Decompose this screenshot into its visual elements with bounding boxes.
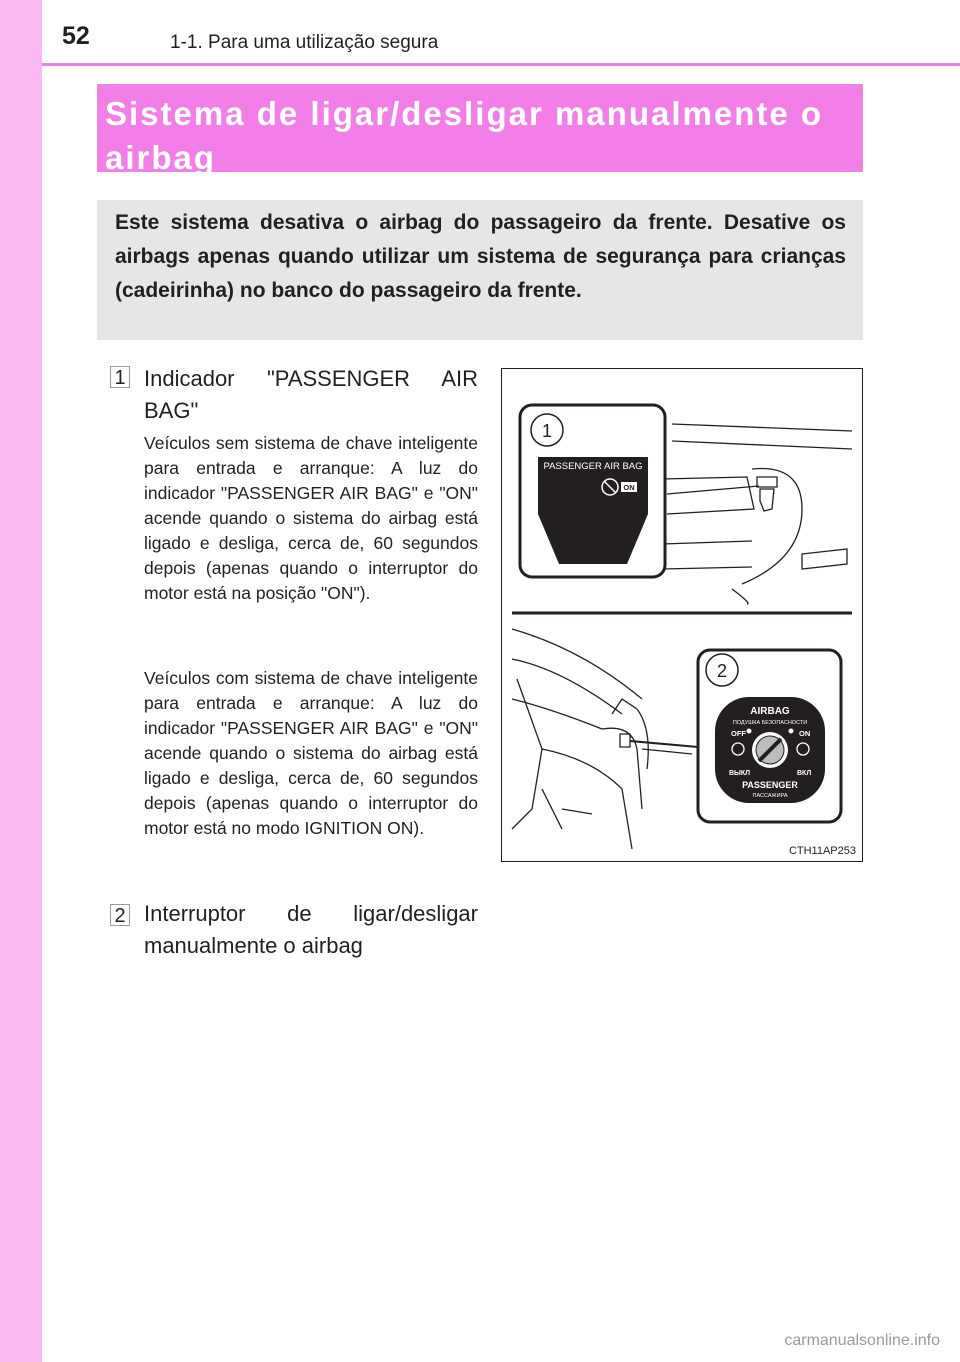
left-margin-band (0, 0, 42, 1362)
callout-2: 2 (716, 661, 728, 681)
figure-code: CTH11AP253 (788, 845, 856, 857)
switch-airbag-ru: ПОДУШКА БЕЗОПАСНОСТИ (732, 720, 808, 726)
switch-on: ON (799, 729, 811, 738)
indicator-on: ON (623, 483, 635, 492)
indicator-label: PASSENGER AIR BAG (543, 461, 643, 472)
switch-off: OFF (731, 729, 746, 738)
switch-on-ru: ВКЛ (797, 770, 812, 777)
switch-off-ru: ВЫКЛ (729, 770, 751, 777)
item-number-1: 1 (110, 366, 130, 388)
item-number-2: 2 (110, 904, 130, 926)
intro-text: Este sistema desativa o airbag do passageiro da frente. Desative os airbags apenas quando utilizar um sistema de segurança para crianças (cadeirinha) no banco do passageiro da frente. (115, 211, 846, 302)
switch-passenger-ru: ПАССАЖИРА (752, 793, 788, 799)
header-divider (42, 63, 960, 66)
item-paragraph-1b: Veículos com sistema de chave inteligente para entrada e arranque: A luz do indicador "PASSENGER AIR BAG" e "ON" acende quando o sistema do airbag está ligado e desliga, cerca de, 60 segundos depois (apenas quando o interruptor do motor está no modo IGNITION ON). (144, 668, 478, 838)
callout-1: 1 (541, 421, 553, 441)
item-paragraph-1a: Veículos sem sistema de chave inteligente para entrada e arranque: A luz do indicador "PASSENGER AIR BAG" e "ON" acende quando o sistema do airbag está ligado e desliga, cerca de, 60 segundos depois (apenas quando o interruptor do motor está na posição "ON"). (144, 433, 478, 603)
watermark: carmanualsonline.info (784, 1332, 940, 1349)
airbag-illustration-svg (502, 369, 862, 861)
airbag-illustration (501, 368, 863, 862)
item-heading-1: Indicador "PASSENGER AIR BAG" (144, 366, 478, 423)
switch-airbag: AIRBAG (750, 706, 790, 717)
intro-box (97, 200, 863, 340)
title-banner (97, 84, 863, 176)
item-heading-2: Interruptor de ligar/desligar manualmente o airbag (144, 901, 478, 958)
section-title: 1-1. Para uma utilização segura (170, 32, 439, 53)
switch-passenger: PASSENGER (742, 780, 798, 790)
page-number: 52 (62, 22, 90, 50)
page-title: Sistema de ligar/desligar manualmente o airbag (105, 95, 824, 176)
